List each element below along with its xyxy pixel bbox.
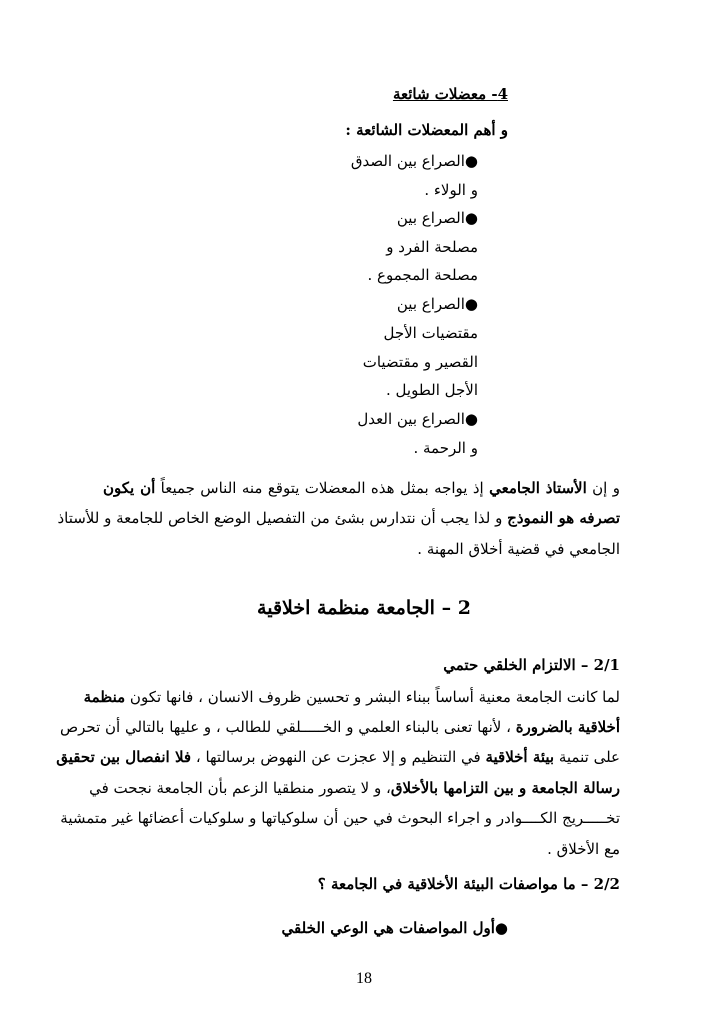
list-item: القصير و مقتضيات [362,353,478,371]
text-run-bold: رسالة الجامعة و بين التزامها بالأخلاق [390,779,620,797]
text-run: إذ يواجه بمثل هذه المعضلات يتوقع منه الناس جميعاً [155,479,490,497]
list-item: ●الصراع بين [396,209,478,227]
text-run-bold: الأستاذ الجامعي [489,479,587,497]
list-item: ●الصراع بين الصدق [350,152,478,170]
text-run: و لذا يجب أن نتدارس بشئ من التفصيل الوضع الخاص للجامعة و للأستاذ [57,509,508,527]
paragraph-line: مع الأخلاق . [547,840,620,858]
list-item: ●الصراع بين العدل [357,410,478,428]
text-run: و إن [586,479,620,497]
text-run: تخـــــريج الكــــوادر و اجراء البحوث في حين أن سلوكياتها و سلوكيات أعضائها غير متمشية [60,809,620,827]
paragraph-line [83,688,620,706]
paragraph-line [103,479,620,497]
text-run: في التنظيم و إلا عجزت عن النهوض برسالتها ، [191,748,486,766]
text-run-bold: بيئة أخلاقية [485,748,555,766]
text-run: على تنمية [554,748,620,766]
paragraph-line [60,809,620,827]
list-item: الأجل الطويل . [386,381,478,399]
text-run-bold: أن يكون [103,479,156,497]
section-intro: و أهم المعضلات الشائعة : [345,121,508,139]
page-number: 18 [356,970,372,987]
list-item: و الرحمة . [413,439,478,457]
paragraph-line [89,779,620,797]
text-run-bold: أخلاقية بالضرورة [515,718,620,736]
paragraph-line [57,509,620,527]
section-heading: 4- معضلات شائعة [392,85,508,103]
list-item: و الولاء . [424,181,478,199]
text-run-bold: منظمة [83,688,126,706]
text-run-bold: تصرفه هو النموذج [507,509,620,527]
list-item: مصلحة الفرد و [386,238,478,256]
list-item: ●أول المواصفات هي الوعي الخلقي [281,919,508,937]
list-item: مقتضيات الأجل [383,324,478,342]
text-run: ، لأنها تعنى بالبناء العلمي و الخـــــلقي للطالب ، و عليها بالتالي أن تحرص [59,718,516,736]
subsection-heading: 2/1 – الالتزام الخلقي حتمي [443,656,620,674]
text-run-bold: فلا انفصال بين تحقيق [56,748,192,766]
paragraph-line [59,718,620,736]
section-title: 2 – الجامعة منظمة اخلاقية [257,597,471,619]
paragraph-line [56,748,620,766]
list-item: مصلحة المجموع . [367,266,478,284]
text-run: ، و لا يتصور منطقيا الزعم بأن الجامعة نجحت في [89,779,391,797]
subsection-heading: 2/2 – ما مواصفات البيئة الأخلاقية في الجامعة ؟ [317,875,620,893]
text-run: لما كانت الجامعة معنية أساساً ببناء البشر و تحسين ظروف الانسان ، فانها تكون [125,688,620,706]
paragraph-line: الجامعي في قضية أخلاق المهنة . [417,540,620,558]
list-item: ●الصراع بين [396,295,478,313]
